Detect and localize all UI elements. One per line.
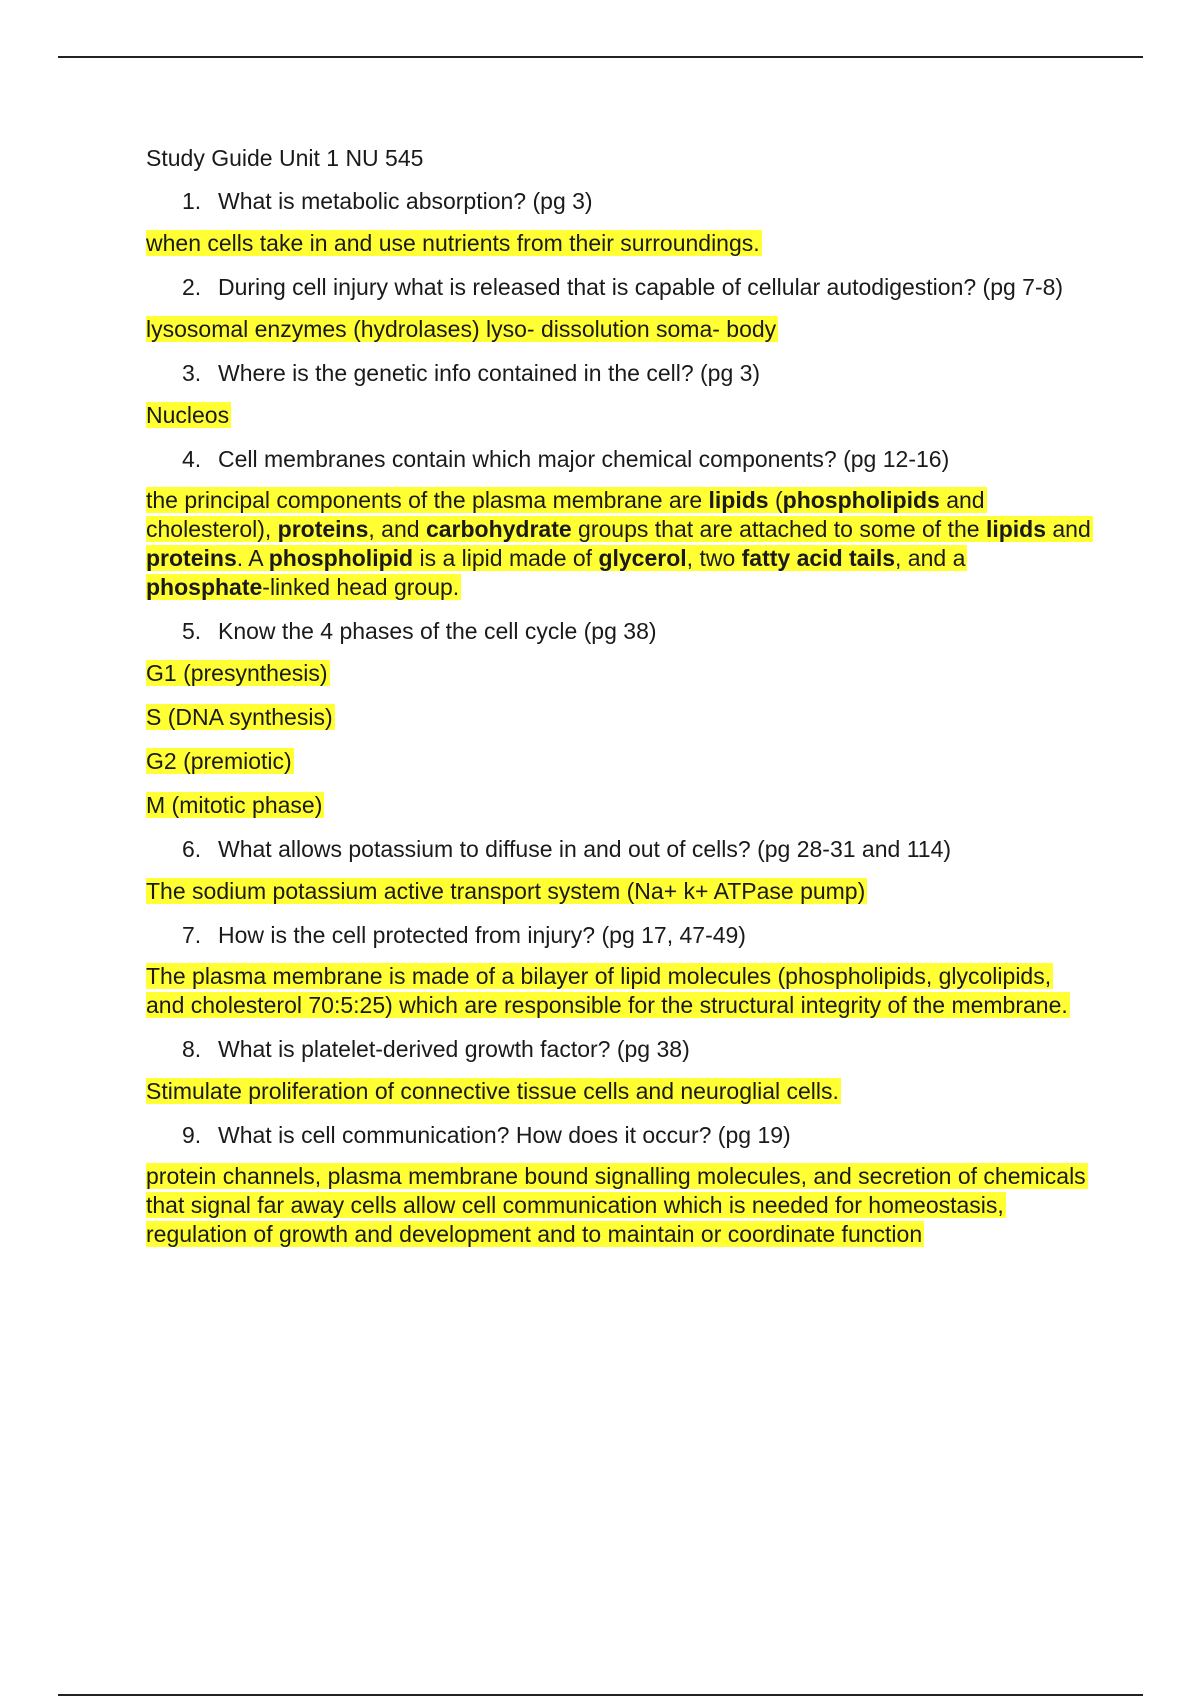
question-3 bbox=[146, 358, 1091, 388]
answer-text: is a lipid made of bbox=[413, 545, 599, 571]
question-text: What is platelet-derived growth factor? (pg 38) bbox=[218, 1036, 690, 1062]
answer-text: groups that are attached to some of the bbox=[571, 516, 986, 542]
bold-term: glycerol bbox=[598, 545, 687, 571]
highlighted-answer: Nucleos bbox=[146, 402, 230, 428]
question-number: 3. bbox=[182, 360, 202, 386]
answer-text: . A bbox=[236, 545, 269, 571]
question-4 bbox=[146, 444, 1091, 474]
answer-2 bbox=[146, 314, 1091, 344]
answer-text: ( bbox=[768, 487, 783, 513]
question-text: During cell injury what is released that is capable of cellular autodigestion? (pg 7-8) bbox=[218, 274, 1064, 300]
highlighted-answer: lysosomal enzymes (hydrolases) lyso- dissolution soma- body bbox=[146, 316, 777, 342]
answer-4 bbox=[146, 486, 1091, 602]
answer-text: -linked head group. bbox=[262, 574, 460, 600]
bottom-rule bbox=[58, 1694, 1143, 1696]
bold-term: proteins bbox=[146, 545, 237, 571]
question-7 bbox=[146, 920, 1091, 950]
answer-text: the principal components of the plasma membrane are bbox=[146, 487, 709, 513]
question-text: What allows potassium to diffuse in and out of cells? (pg 28-31 and 114) bbox=[218, 836, 952, 862]
question-6 bbox=[146, 834, 1091, 864]
question-text: Know the 4 phases of the cell cycle (pg 38) bbox=[218, 618, 657, 644]
bold-term: fatty acid tails bbox=[741, 545, 896, 571]
answer-text: and cholesterol), bbox=[146, 487, 985, 542]
highlighted-answer: The sodium potassium active transport system (Na+ k+ ATPase pump) bbox=[146, 878, 866, 904]
answer-5-phase-g1 bbox=[146, 658, 1091, 688]
document-title: Study Guide Unit 1 NU 545 bbox=[146, 145, 424, 171]
answer-text: , and a bbox=[895, 545, 966, 571]
question-text: How is the cell protected from injury? (pg 17, 47-49) bbox=[218, 922, 746, 948]
question-number: 6. bbox=[182, 836, 202, 862]
answer-5-phase-g2 bbox=[146, 746, 1091, 776]
answer-9 bbox=[146, 1162, 1091, 1249]
answer-7 bbox=[146, 962, 1091, 1020]
study-guide-document bbox=[146, 143, 1091, 1263]
question-5 bbox=[146, 616, 1091, 646]
answer-8 bbox=[146, 1076, 1091, 1106]
question-1 bbox=[146, 186, 1091, 216]
question-text: What is metabolic absorption? (pg 3) bbox=[218, 188, 593, 214]
question-number: 5. bbox=[182, 618, 202, 644]
highlighted-answer: G2 (premiotic) bbox=[146, 748, 292, 774]
bold-term: phospholipid bbox=[268, 545, 414, 571]
question-9 bbox=[146, 1120, 1091, 1150]
question-number: 2. bbox=[182, 274, 202, 300]
question-text: Cell membranes contain which major chemical components? (pg 12-16) bbox=[218, 446, 950, 472]
highlighted-answer: Stimulate proliferation of connective tissue cells and neuroglial cells. bbox=[146, 1078, 839, 1104]
question-8 bbox=[146, 1034, 1091, 1064]
question-2 bbox=[146, 272, 1091, 302]
question-number: 7. bbox=[182, 922, 202, 948]
question-text: What is cell communication? How does it occur? (pg 19) bbox=[218, 1122, 791, 1148]
bold-term: phospholipids bbox=[782, 487, 940, 513]
answer-text: , two bbox=[686, 545, 742, 571]
highlighted-answer: when cells take in and use nutrients from their surroundings. bbox=[146, 230, 760, 256]
bold-term: lipids bbox=[985, 516, 1046, 542]
bold-term: phosphate bbox=[146, 574, 263, 600]
answer-text: and bbox=[1046, 516, 1091, 542]
answer-6 bbox=[146, 876, 1091, 906]
answer-text: , and bbox=[368, 516, 426, 542]
question-text: Where is the genetic info contained in the cell? (pg 3) bbox=[218, 360, 761, 386]
question-number: 8. bbox=[182, 1036, 202, 1062]
highlighted-answer: M (mitotic phase) bbox=[146, 792, 323, 818]
answer-5-phase-m bbox=[146, 790, 1091, 820]
highlighted-answer: The plasma membrane is made of a bilayer of lipid molecules (phospholipids, glycolipids, and cholesterol 70:5:25) which are responsible for the structural integrity of the membrane. bbox=[146, 963, 1068, 1018]
answer-3 bbox=[146, 400, 1091, 430]
question-number: 4. bbox=[182, 446, 202, 472]
answer-1 bbox=[146, 228, 1091, 258]
question-number: 1. bbox=[182, 188, 202, 214]
highlighted-answer bbox=[146, 487, 1093, 600]
question-number: 9. bbox=[182, 1122, 202, 1148]
highlighted-answer: G1 (presynthesis) bbox=[146, 660, 328, 686]
bold-term: proteins bbox=[277, 516, 369, 542]
bold-term: lipids bbox=[708, 487, 769, 513]
highlighted-answer: S (DNA synthesis) bbox=[146, 704, 333, 730]
bold-term: carbohydrate bbox=[425, 516, 572, 542]
top-rule bbox=[58, 56, 1143, 58]
highlighted-answer: protein channels, plasma membrane bound signalling molecules, and secretion of chemicals that signal far away cells allow cell communication which is needed for homeostasis, regulation of growth and development and to maintain or coordinate function bbox=[146, 1163, 1086, 1247]
answer-5-phase-s bbox=[146, 702, 1091, 732]
